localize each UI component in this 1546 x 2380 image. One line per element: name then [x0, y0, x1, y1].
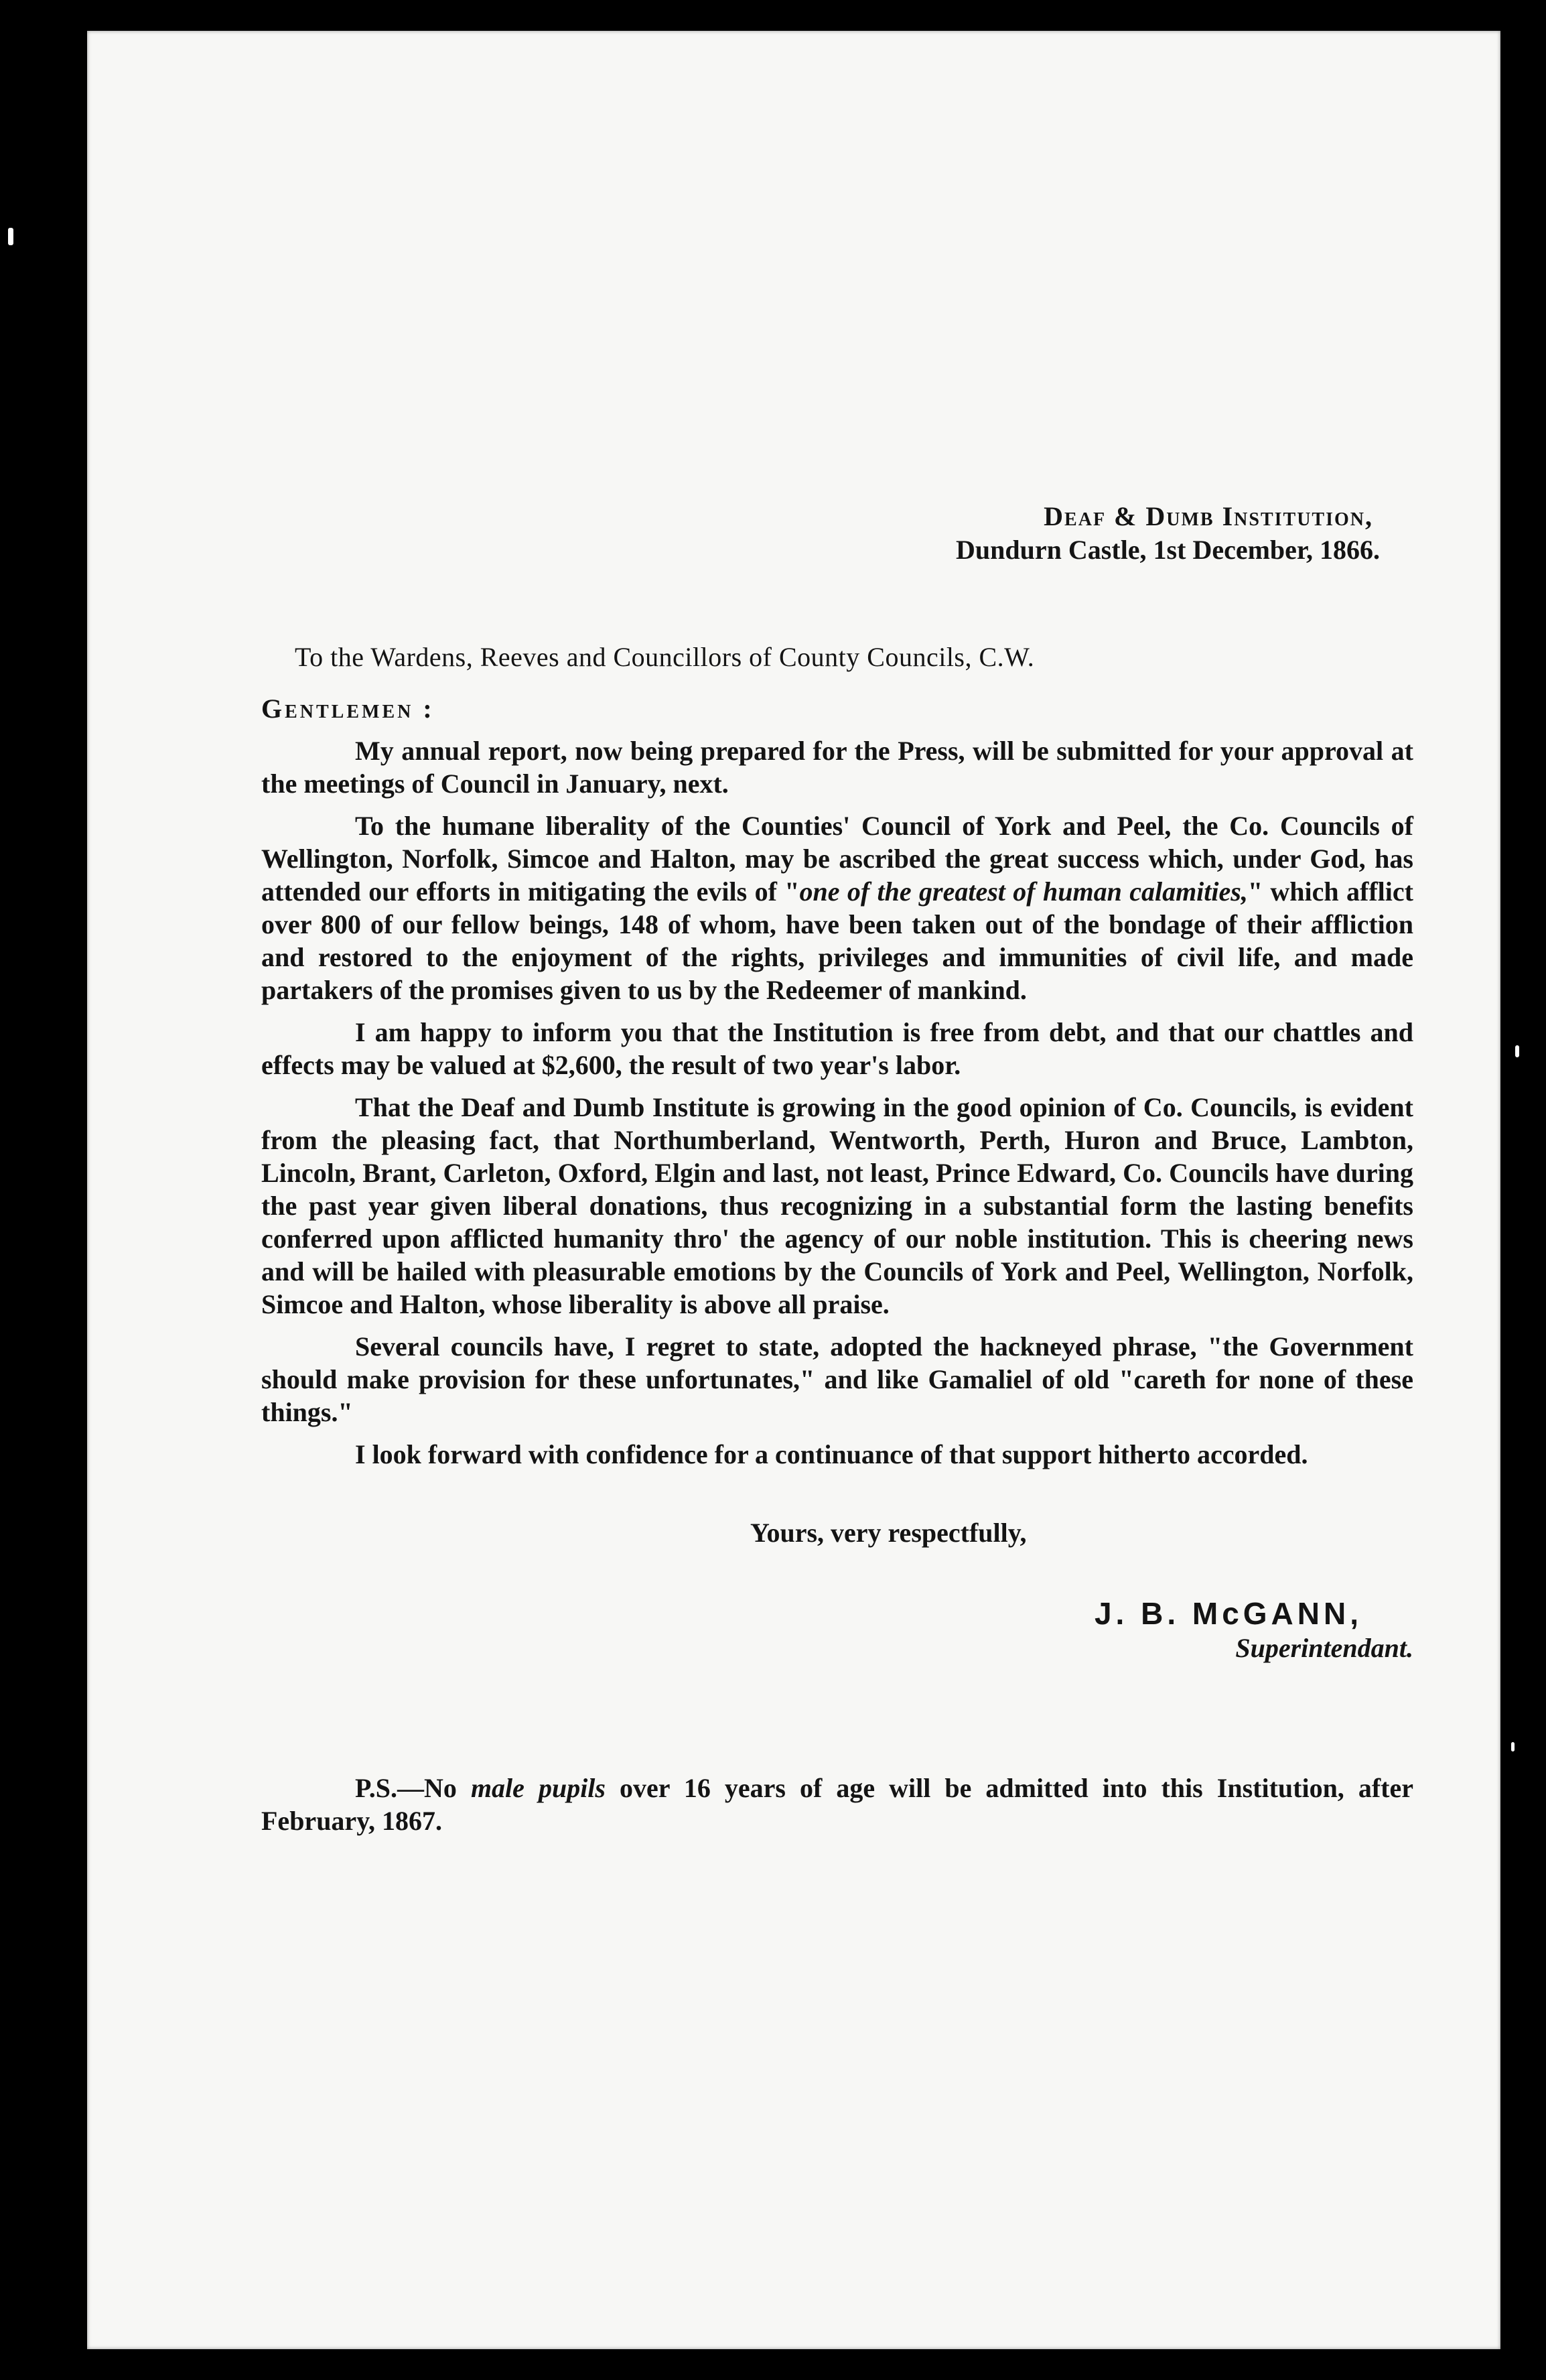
paragraph-liberality-end: " which afflict over 800 of our fellow beings, 148 of whom, have been taken out of the bondage of their affliction and restored to the enjoyment of the rights, privileges and immunities of civil life, and made partakers of the promises given to us by the Redeemer of mankind.	[261, 876, 1413, 1005]
paragraph-report: My annual report, now being prepared for the Press, will be submitted for your approval at the meetings of Council in January, next.	[261, 736, 1413, 799]
salutation: Gentlemen :	[261, 693, 435, 724]
signature-title: Superintendant.	[1235, 1633, 1413, 1663]
letter-body	[261, 500, 1413, 1864]
letter-page	[87, 31, 1500, 2349]
postscript	[261, 1772, 1413, 1837]
postscript-end: over 16 years of age will be admitted into this Institution, after February, 1867.	[261, 1773, 1413, 1836]
postscript-start: P.S.—No	[355, 1773, 471, 1803]
addressee-line: To the Wardens, Reeves and Councillors of County Councils, C.W.	[295, 642, 1035, 672]
paragraph-finances: I am happy to inform you that the Institution is free from debt, and that our chattles and effects may be valued at $2,600, the result of two year's labor.	[261, 1017, 1413, 1080]
closing-line: Yours, very respectfully,	[750, 1518, 1027, 1548]
paragraph-liberality-quote: one of the greatest of human calamities,	[799, 876, 1248, 907]
paragraph-support: I look forward with confidence for a continuance of that support hitherto accorded.	[355, 1439, 1308, 1469]
paragraph-government: Several councils have, I regret to state, adopted the hackneyed phrase, "the Government should make provision for these unfortunates," and like Gamaliel of old "careth for none of these things."	[261, 1331, 1413, 1427]
letterhead	[261, 500, 1413, 567]
place-and-date: Dundurn Castle, 1st December, 1866.	[956, 535, 1380, 565]
signature-name: J. B. McGANN,	[1094, 1596, 1362, 1631]
paragraph-liberality-start: To the humane liberality of the Counties' Council of York and Peel, the Co. Councils of Wellington, Norfolk, Simcoe and Halton, may be ascribed the great success which, under God, has attended our efforts in mitigating the evils of "	[261, 811, 1413, 907]
postscript-italic: male pupils	[470, 1773, 606, 1803]
paragraph-donations: That the Deaf and Dumb Institute is growing in the good opinion of Co. Councils, is evident from the pleasing fact, that Northumberland, Wentworth, Perth, Huron and Bruce, Lambton, Lincoln, Brant, Carleton, Oxford, Elgin and last, not least, Prince Edward, Co. Councils have during the past year given liberal donations, thus recognizing in a substantial form the lasting benefits conferred upon afflicted humanity thro' the agency of our noble institution. This is cheering news and will be hailed with pleasurable emotions by the Councils of York and Peel, Wellington, Norfolk, Simcoe and Halton, whose liberality is above all praise.	[261, 1092, 1413, 1319]
scan-speck	[1515, 1045, 1519, 1057]
paragraph-liberality	[261, 809, 1413, 1006]
scan-speck	[8, 228, 13, 245]
institution-name: Deaf & Dumb Institution,	[1044, 501, 1373, 531]
scan-speck	[1511, 1742, 1515, 1751]
